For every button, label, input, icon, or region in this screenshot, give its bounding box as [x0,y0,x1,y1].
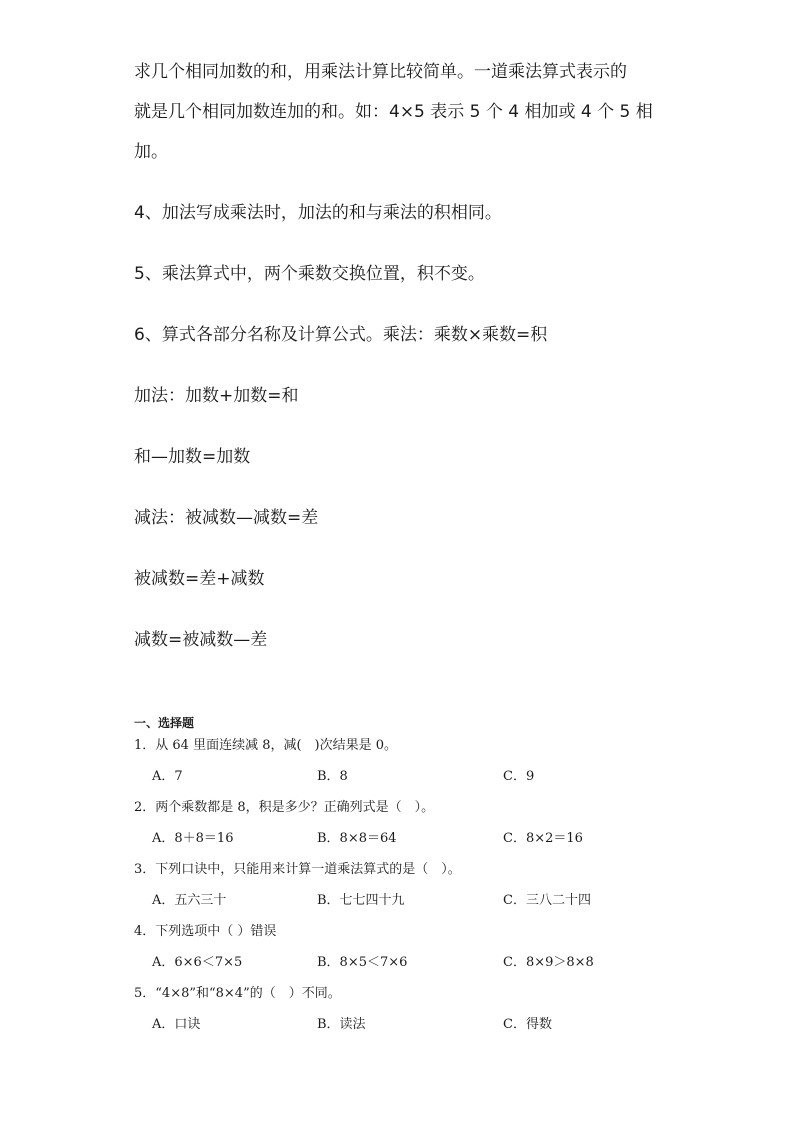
option-a: A．6×6＜7×5 [152,955,243,970]
formula-subtraction: 减法：被减数—减数=差 [134,508,319,528]
formula-subtrahend: 减数=被减数—差 [134,630,268,650]
question-5: 5．“4×8”和“8×4”的（ ）不同。 [134,986,341,1001]
formula-addition: 加法：加数+加数=和 [134,386,299,406]
knowledge-notes [134,62,674,650]
option-a: A．8＋8＝16 [152,831,234,846]
option-c: C．9 [503,769,535,784]
formula-minuend: 被减数=差+减数 [134,569,265,589]
intro-line: 加。 [134,142,168,162]
option-a: A．五六三十 [152,893,227,908]
option-b: B．8×5＜7×6 [317,955,408,970]
formula-addend: 和—加数=加数 [134,447,251,467]
question-3: 3．下列口诀中，只能用来计算一道乘法算式的是（ ）。 [134,862,461,877]
note-point-5: 5、乘法算式中，两个乘数交换位置，积不变。 [134,264,485,284]
question-4-options [134,954,694,972]
option-c: C．8×9＞8×8 [503,955,594,970]
option-b: B．8×8＝64 [317,831,397,846]
question-5-options [134,1016,694,1034]
intro-line: 就是几个相同加数连加的和。如：4×5 表示 5 个 4 相加或 4 个 5 相 [134,102,653,122]
option-a: A．7 [152,769,183,784]
option-c: C．得数 [503,1017,552,1032]
question-1: 1．从 64 里面连续减 8，减( )次结果是 0。 [134,738,398,753]
option-b: B．读法 [317,1017,366,1032]
question-4: 4．下列选项中（ ）错误 [134,924,277,939]
note-point-6: 6、算式各部分名称及计算公式。乘法：乘数×乘数=积 [134,325,548,345]
note-point-4: 4、加法写成乘法时，加法的和与乘法的积相同。 [134,203,502,223]
option-b: B．8 [317,769,348,784]
option-b: B．七七四十九 [317,893,405,908]
multiple-choice-section [134,714,694,1047]
option-a: A．口诀 [152,1017,201,1032]
question-2-options [134,830,694,848]
option-c: C．三八二十四 [503,893,591,908]
question-1-options [134,768,694,786]
intro-line: 求几个相同加数的和，用乘法计算比较简单。一道乘法算式表示的 [134,62,627,82]
option-c: C．8×2＝16 [503,831,583,846]
question-3-options [134,892,694,910]
question-2: 2．两个乘数都是 8，积是多少？正确列式是（ ）。 [134,800,435,815]
section-title: 一、选择题 [134,716,195,730]
